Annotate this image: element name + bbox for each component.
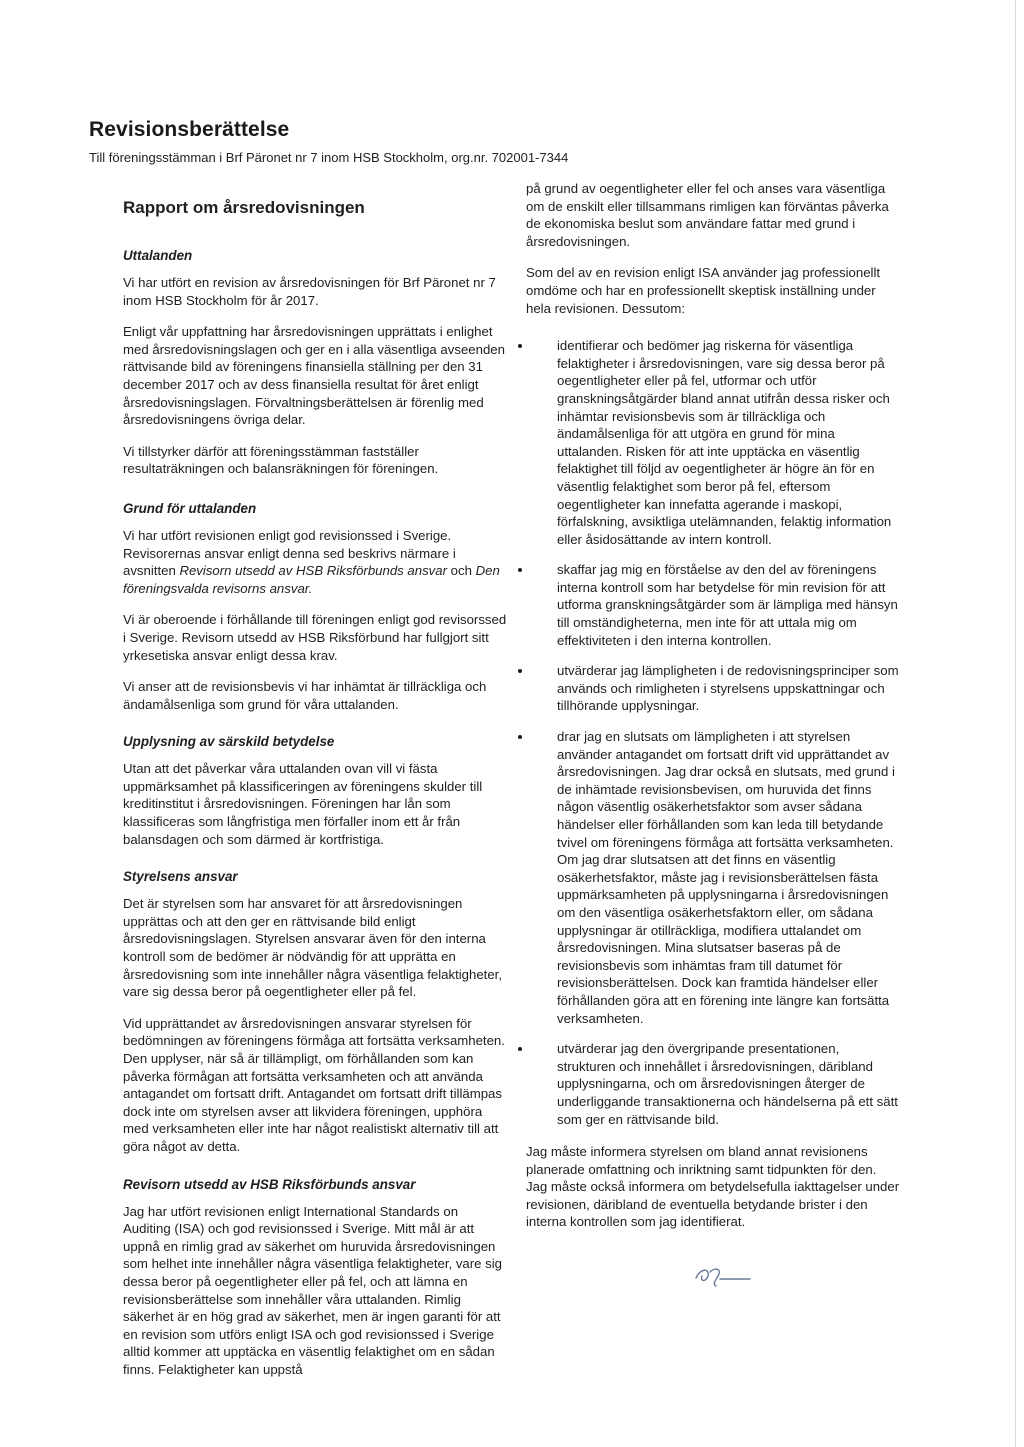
page-subtitle: Till föreningsstämman i Brf Päronet nr 7 inom HSB Stockholm, org.nr. 702001-7344: [89, 150, 569, 165]
page-title: Revisionsberättelse: [89, 118, 290, 141]
grund-section-ref-2: Den föreningsvalda revisorns ansvar.: [123, 563, 500, 596]
right-paragraph-3: Jag måste informera styrelsen om bland annat revisionens planerade omfattning och inriktning samt tidpunkten för den. Jag måste också informera om betydelsefulla iakttagelser under revisionen, däribland de eventuella betydande brister i den interna kontrollen som jag identifierat.: [526, 1144, 900, 1230]
right-paragraph-2: Som del av en revision enligt ISA använder jag professionellt omdöme och har en professionellt skeptisk inställning under hela revisionen. Dessutom:: [526, 265, 881, 316]
list-item: identifierar och bedömer jag riskerna för väsentliga felaktigheter i årsredovisningen, vare sig dessa beror på oegentligheter eller på fel, utformar och utför granskningsåtgärder bland annat utifrån dessa risker och inhämtar revisionsbevis som är tillräckliga och ändamålsenliga för att utgöra en grund för mina uttalanden. Risken för att inte upptäcka en väsentlig felaktighet till följd av oegentligheter är högre än för en väsentlig felaktighet som beror på fel, eftersom oegentligheter kan innefatta agerande i maskopi, förfalskning, avsiktliga utelämnanden, felaktig information eller åsidosättande av intern kontroll.: [526, 337, 901, 548]
report-heading: Rapport om årsredovisningen: [123, 198, 365, 217]
uttalanden-paragraph-2: Enligt vår uppfattning har årsredovisningen upprättats i enlighet med årsredovisningslagen och ger en i alla väsentliga avseenden rättvisande bild av föreningens finansiella ställning per den 31 december 2017 och av dess finansiella resultat för året enligt årsredovisningslagen. Förvaltningsberättelsen är förenlig med årsredovisningens övriga delar.: [123, 324, 505, 428]
grund-paragraph-1: [123, 527, 508, 597]
uttalanden-paragraph-1: Vi har utfört en revision av årsredovisningen för Brf Päronet nr 7 inom HSB Stockholm för år 2017.: [123, 275, 496, 308]
grund-paragraph-3: Vi anser att de revisionsbevis vi har inhämtat är tillräckliga och ändamålsenliga som grund för våra uttalanden.: [123, 679, 487, 712]
initials-signature-icon: [692, 1262, 754, 1290]
revisorn-heading: Revisorn utsedd av HSB Riksförbunds ansvar: [123, 1176, 416, 1192]
grund-paragraph-1-text-a: Vi har utfört revisionen enligt god revisionssed i Sverige. Revisorernas ansvar enligt denna sed beskrivs närmare i avsnitten: [123, 527, 456, 579]
styrelsen-paragraph-1: Det är styrelsen som har ansvaret för att årsredovisningen upprättas och att den ger en rättvisande bild enligt årsredovisningslagen. Styrelsen ansvarar även för den interna kontroll som de bedömer är nödvändig för att upprätta en årsredovisning som inte innehåller några väsentliga felaktigheter, vare sig dessa beror på oegentligheter eller på fel.: [123, 896, 502, 1000]
grund-paragraph-2: Vi är oberoende i förhållande till föreningen enligt god revisorssed i Sverige. Revisorn utsedd av HSB Riksförbund har fullgjort sitt yrkesetiska ansvar enligt dessa krav.: [123, 612, 507, 663]
list-item: utvärderar jag den övergripande presentationen, strukturen och innehållet i årsredovisningen, däribland upplysningarna, och om årsredovisningen återger de underliggande transaktionerna och händelserna på ett sätt som ger en rättvisande bild.: [526, 1040, 901, 1128]
list-item: utvärderar jag lämpligheten i de redovisningsprinciper som används och rimligheten i styrelsens uppskattningar och tillhörande upplysningar.: [526, 662, 901, 715]
left-column: [123, 196, 508, 1393]
audit-procedures-list: [526, 337, 901, 1128]
list-item: drar jag en slutsats om lämpligheten i att styrelsen använder antagandet om fortsatt drift vid upprättandet av årsredovisningen. Jag drar också en slutsats, med grund i de inhämtade revisionsbevisen, om huruvida det finns någon väsentlig osäkerhetsfaktor som avser sådana händelser eller förhållanden som kan leda till betydande tvivel om föreningens förmåga att fortsätta verksamheten. Om jag drar slutsatsen att det finns en väsentlig osäkerhetsfaktor, måste jag i revisionsberättelsen fästa uppmärksamheten på upplysningarna i årsredovisningen om den väsentliga osäkerhetsfaktorn eller, om sådana upplysningar är otillräckliga, modifiera uttalandet om årsredovisningen. Mina slutsatser baseras på de revisionsbevis som inhämtas fram till datumet för revisionsberättelsen. Dock kan framtida händelser eller förhållanden göra att en förening inte längre kan fortsätta verksamheten.: [526, 728, 901, 1027]
grund-heading: Grund för uttalanden: [123, 500, 257, 516]
upplysning-heading: Upplysning av särskild betydelse: [123, 734, 335, 750]
revisorn-paragraph-1: Jag har utfört revisionen enligt International Standards on Auditing (ISA) och god revisionssed i Sverige. Mitt mål är att uppnå en rimlig grad av säkerhet om huruvida årsredovisningen som helhet inte innehåller några väsentliga felaktigheter, vare sig dessa beror på oegentligheter eller på fel, och att lämna en revisionsberättelse som innehåller våra uttalanden. Rimlig säkerhet är en hög grad av säkerhet, men är ingen garanti för att en revision som utförs enligt ISA och god revisionssed i Sverige alltid kommer att upptäcka en väsentlig felaktighet om en sådan finns. Felaktigheter kan uppstå: [123, 1203, 503, 1377]
grund-paragraph-1-text-b: och: [447, 563, 476, 579]
list-item: skaffar jag mig en förståelse av den del av föreningens interna kontroll som har betydelse för min revision för att utforma granskningsåtgärder som är lämpliga med hänsyn till omständigheterna, men inte för att uttala mig om effektiviteten i den interna kontrollen.: [526, 561, 901, 649]
styrelsen-paragraph-2: Vid upprättandet av årsredovisningen ansvarar styrelsen för bedömningen av föreningens förmåga att fortsätta verksamheten. Den upplyser, när så är tillämpligt, om förhållanden som kan påverka förmågan att fortsätta verksamheten och att använda antagandet om fortsatt drift. Antagandet om fortsatt drift tillämpas dock inte om styrelsen avser att likvidera föreningen, upphöra med verksamheten eller inte har något realistiskt alternativ till att göra något av detta.: [123, 1015, 505, 1154]
uttalanden-heading: Uttalanden: [123, 248, 193, 263]
right-paragraph-1: på grund av oegentligheter eller fel och anses vara väsentliga om de enskilt eller tillsammans rimligen kan förväntas påverka de ekonomiska beslut som användare fattar med grund i årsredovisningen.: [526, 181, 889, 249]
styrelsen-heading: Styrelsens ansvar: [123, 869, 238, 885]
grund-section-ref-1: Revisorn utsedd av HSB Riksförbunds ansvar: [179, 563, 447, 579]
uttalanden-paragraph-3: Vi tillstyrker därför att föreningsstämman fastställer resultaträkningen och balansräkningen för föreningen.: [123, 443, 439, 477]
page-edge-line: [1015, 0, 1016, 1447]
upplysning-paragraph-1: Utan att det påverkar våra uttalanden ovan vill vi fästa uppmärksamhet på klassificeringen av föreningens skulder till kreditinstitut i årsredovisningen. Föreningen har lån som klassificeras som långfristiga men förfaller inom ett år från balansdagen och som därmed är kortfristiga.: [123, 761, 483, 847]
right-column: [526, 180, 901, 1245]
